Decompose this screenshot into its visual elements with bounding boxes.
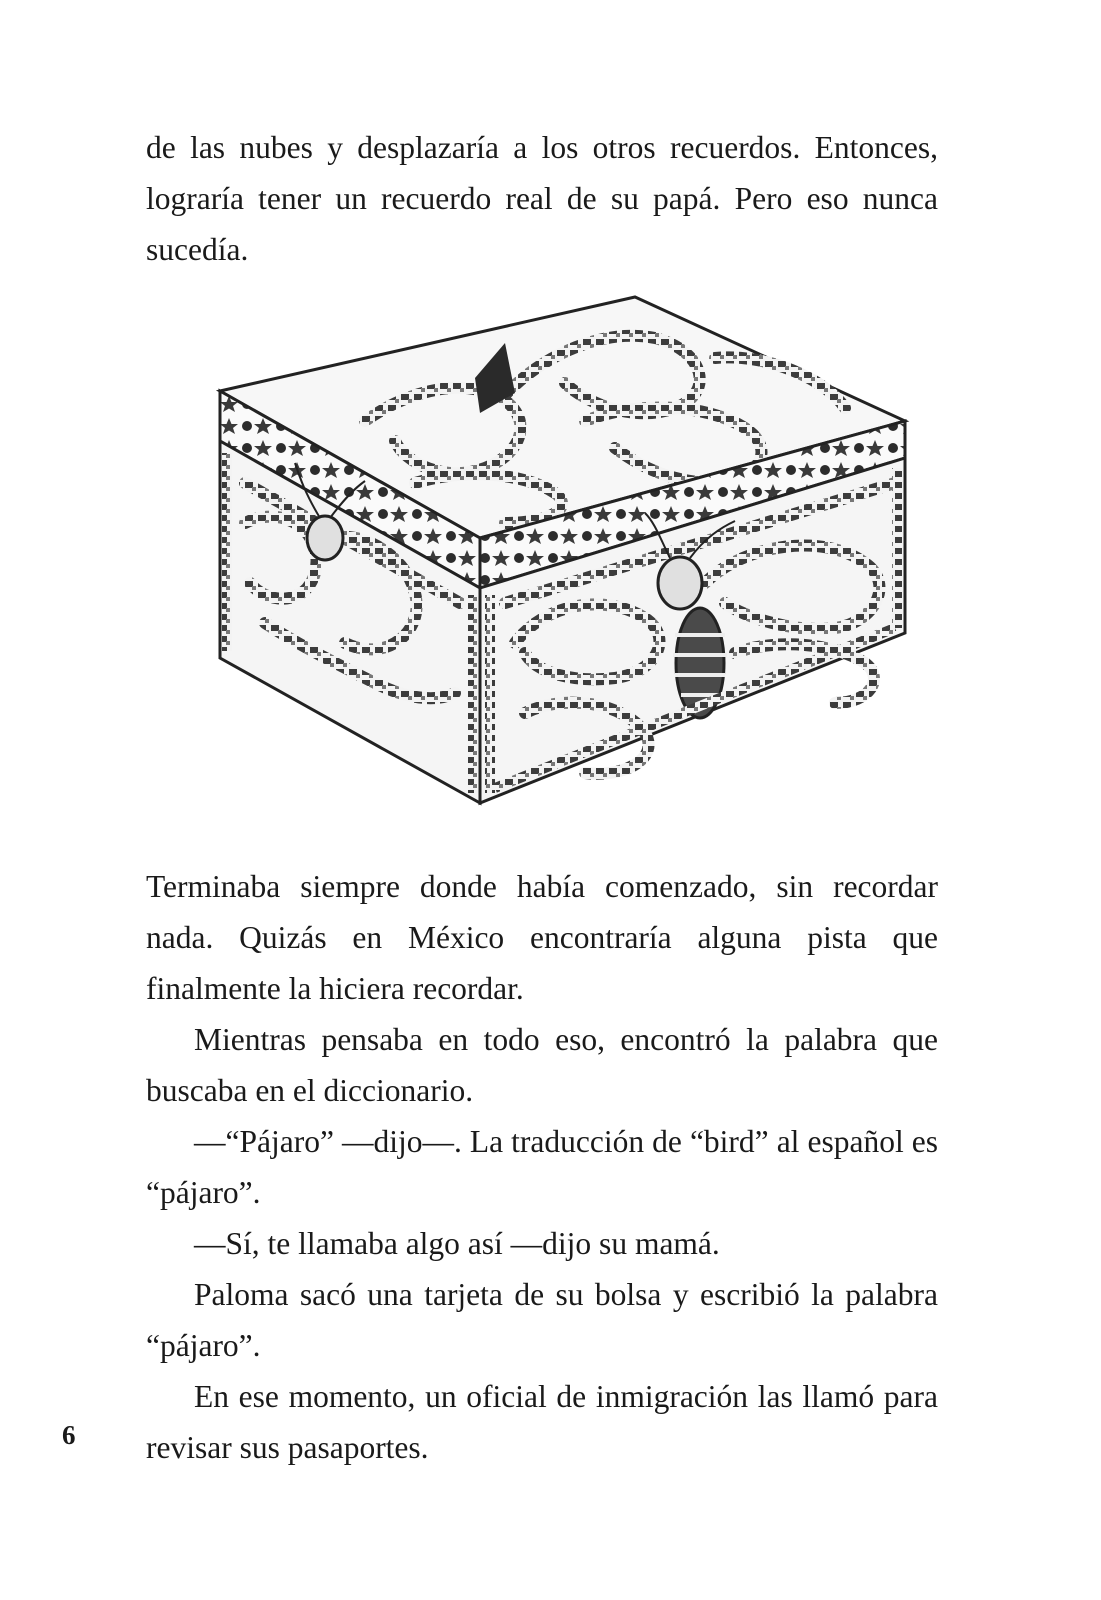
paragraph: Mientras pensaba en todo eso, encontró la palabra que buscaba en el diccionario. — [146, 1022, 938, 1108]
top-text-block — [146, 122, 938, 275]
paragraph: Terminaba siempre donde había comenzado, sin recordar nada. Quizás en México encontraría alguna pista que finalmente la hiciera recordar. — [146, 869, 938, 1006]
bottom-text-block — [146, 861, 938, 1473]
mosaic-box-illustration — [205, 283, 925, 808]
paragraph: de las nubes y desplazaría a los otros recuerdos. Entonces, lograría tener un recuerdo real de su papá. Pero eso nunca sucedía. — [146, 130, 938, 267]
paragraph: En ese momento, un oficial de inmigración las llamó para revisar sus pasaportes. — [146, 1379, 938, 1465]
paragraph: —“Pájaro” —dijo—. La traducción de “bird” al español es “pájaro”. — [146, 1124, 938, 1210]
page-number: 6 — [62, 1420, 76, 1450]
paragraph: Paloma sacó una tarjeta de su bolsa y escribió la palabra “pájaro”. — [146, 1277, 938, 1363]
paragraph: —Sí, te llamaba algo así —dijo su mamá. — [194, 1226, 720, 1261]
